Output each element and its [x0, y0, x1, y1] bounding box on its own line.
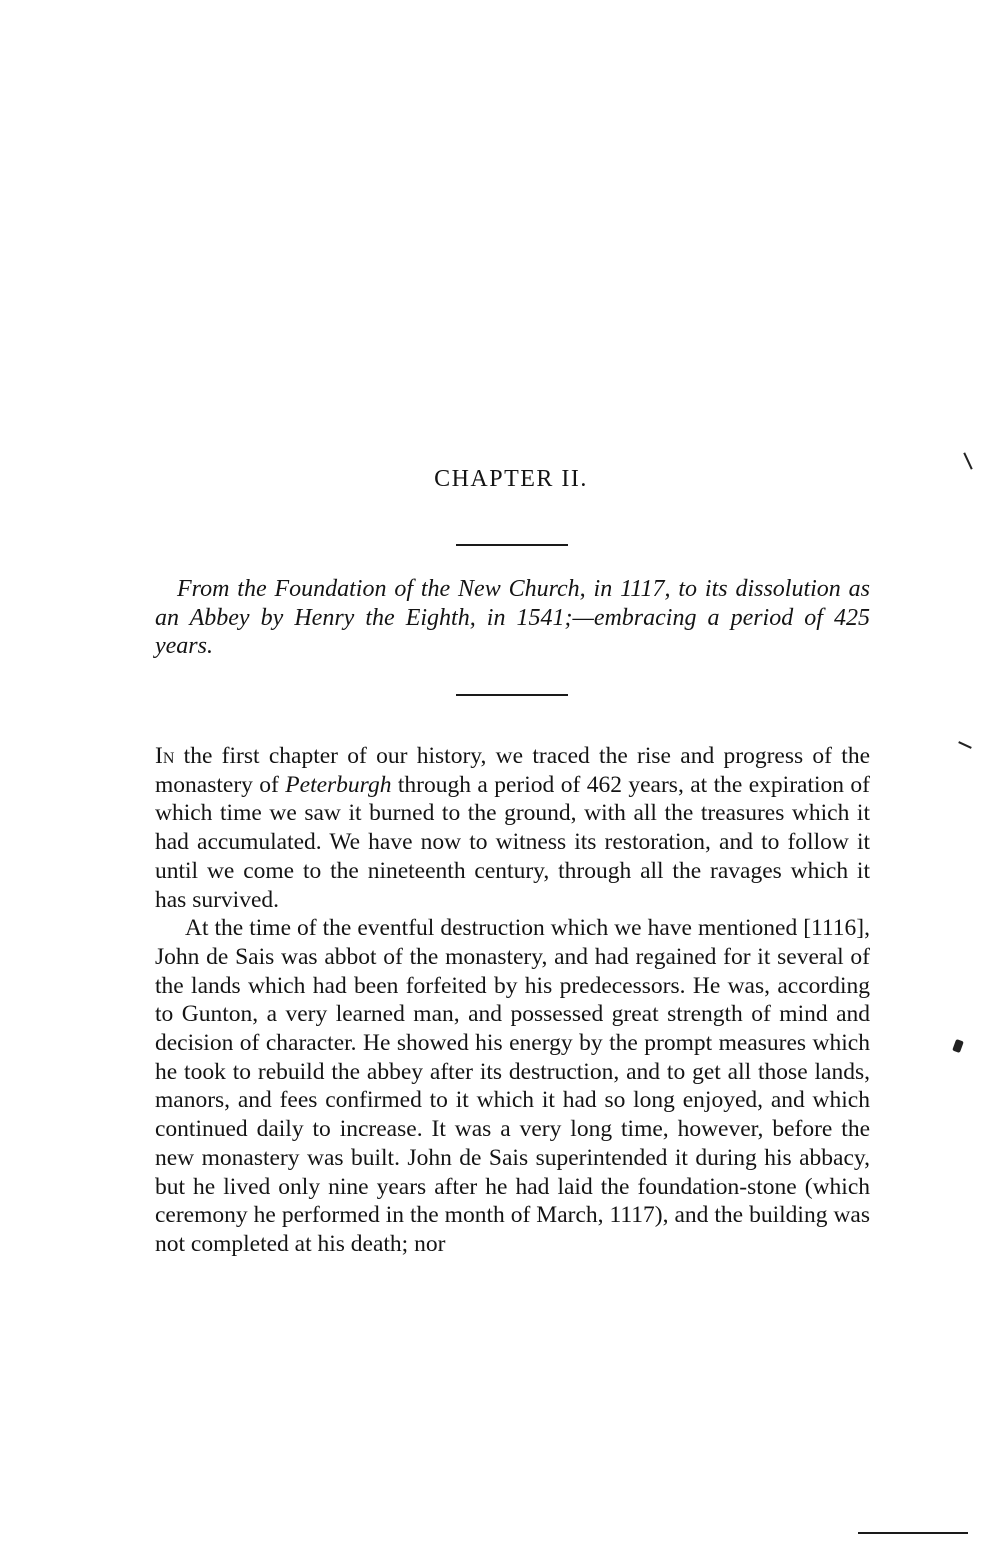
paragraph-2: At the time of the eventful destruction which we have mentioned [1116], John de Sais was abbot of the monastery, and had regained for it several of the lands which had been forfeited by his predecessors. He was, according to Gunton, a very learned man, and possessed great strength of mind and decision of character. He showed his energy by the prompt measures which he took to rebuild the abbey after its destruction, and to get all those lands, manors, and fees confirmed to it which it had so long enjoyed, and which continued daily to increase. It was a very long time, however, before the new monastery was built. John de Sais superintended it during his abbacy, but he lived only nine years after he had laid the foundation-stone (which ceremony he performed in the month of March, 1117), and the building was not completed at his death; nor	[155, 915, 870, 1257]
chapter-summary: From the Foundation of the New Church, in 1117, to its dissolution as an Abbey by Henry the Eighth, in 1541;—embracing a period of 425 years.	[155, 576, 870, 659]
paragraph-1	[155, 742, 870, 914]
chapter-body	[155, 742, 870, 1259]
paragraph-1-text-a: the first chapter of our history, we traced the rise and progress of the monastery of	[155, 743, 870, 798]
heading-rule-bottom	[456, 694, 568, 696]
place-name-peterburgh: Peterburgh	[285, 771, 392, 798]
margin-speck	[958, 741, 972, 749]
corner-rule	[858, 1532, 968, 1534]
drop-lead-word: In	[155, 743, 175, 769]
paragraph-1-text-b: through a period of 462 years, at the expiration of which time we saw it burned to the ground, with all the treasures which it had accumulated. We have now to witness its restoration, and to follow it until we come to the nineteenth century, through all the ravages which it has survived.	[155, 771, 870, 913]
chapter-heading: CHAPTER II.	[434, 466, 588, 492]
heading-rule-top	[456, 544, 568, 546]
margin-speck	[952, 1039, 964, 1053]
